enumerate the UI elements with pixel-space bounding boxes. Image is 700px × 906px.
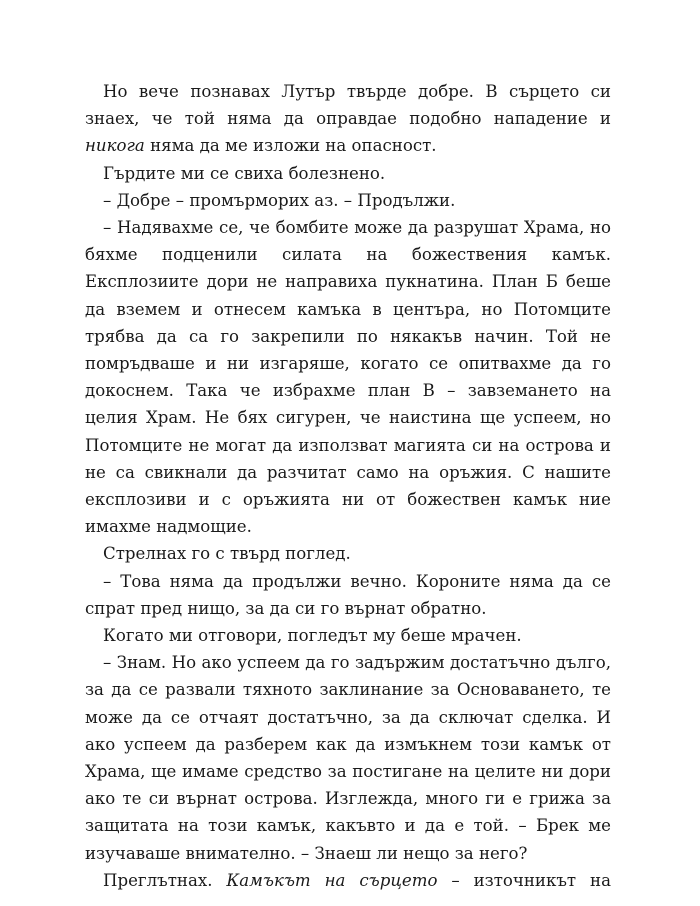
page-text bbox=[85, 78, 611, 894]
paragraph: Но вече познавах Лутър твърде добре. В сърцето си знаех, че той няма да оправдае подобно нападение и никога няма да ме изложи на опасност. bbox=[85, 82, 611, 156]
paragraph: Преглътнах. Камъкът на сърцето – източникът на bbox=[103, 870, 611, 890]
paragraph: – Това няма да продължи вечно. Короните няма да се спрат пред нищо, за да си го върнат обратно. bbox=[85, 571, 611, 618]
paragraph: Когато ми отговори, погледът му беше мрачен. bbox=[103, 626, 522, 646]
paragraph: – Добре – промърморих аз. – Продължи. bbox=[103, 190, 456, 210]
paragraph: – Знам. Но ако успеем да го задържим достатъчно дълго, за да се развали тяхното заклинание за Основаването, те може да се отчаят достатъчно, за да сключат сделка. И ако успеем да разберем как да измъкнем този камък от Храма, ще имаме средство за постигане на целите ни дори ако те си върнат острова. Изглежда, много ги е грижа за защитата на този камък, какъвто и да е той. – Брек ме изучаваше внимателно. – Знаеш ли нещо за него? bbox=[85, 653, 611, 863]
emphasis: никога bbox=[85, 136, 145, 156]
paragraph: – Надявахме се, че бомбите може да разрушат Храма, но бяхме подценили силата на божествения камък. Експлозиите дори не направиха пукнатина. План Б беше да вземем и отнесем камъка в центъра, но Потомците трябва да са го закрепили по някакъв начин. Той не помръдваше и ни изгаряше, когато се опитвахме да го докоснем. Така че избрахме план В – завземането на целия Храм. Не бях сигурен, че наистина ще успеем, но Потомците не могат да използват магията си на острова и не са свикнали да разчитат само на оръжия. С нашите експлозиви и с оръжията ни от божествен камък ние имахме надмощие. bbox=[85, 218, 611, 537]
paragraph: Стрелнах го с твърд поглед. bbox=[103, 544, 351, 564]
paragraph: Гърдите ми се свиха болезнено. bbox=[103, 163, 386, 183]
emphasis: Камъкът на сърцето bbox=[226, 870, 438, 890]
